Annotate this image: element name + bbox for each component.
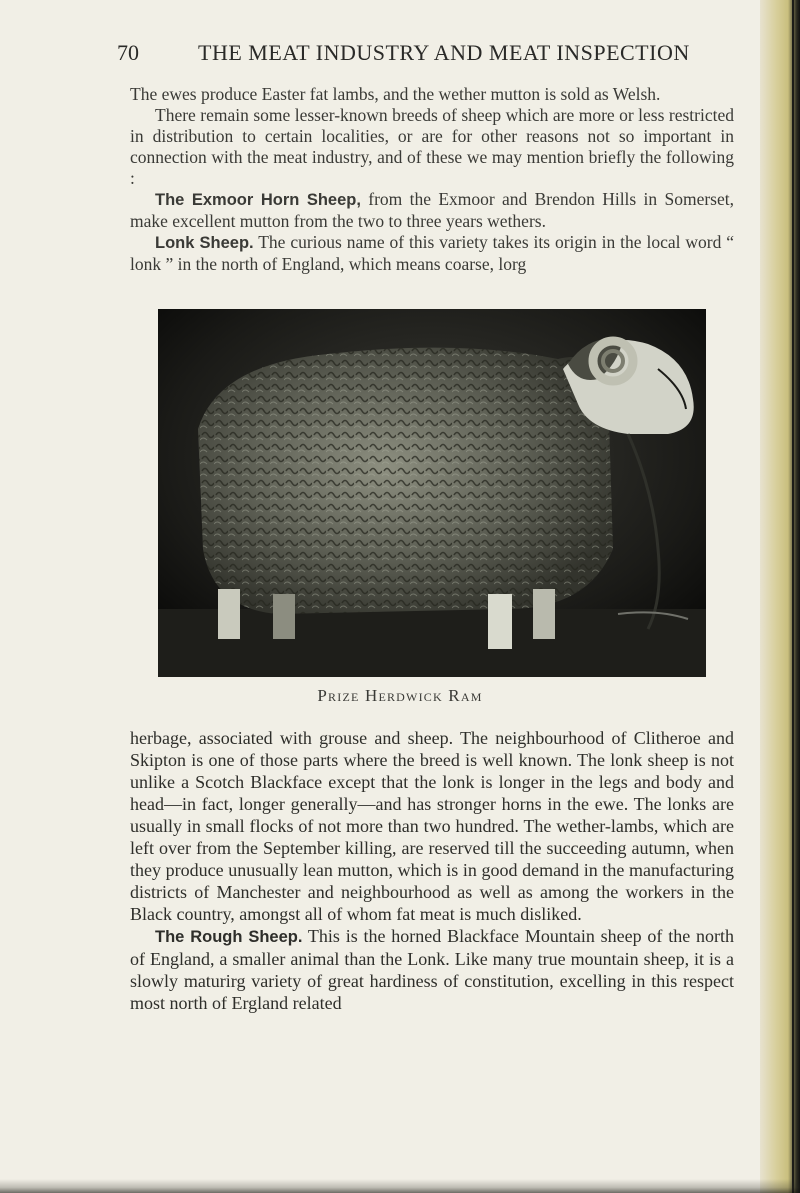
herdwick-ram-photo <box>158 309 706 677</box>
paragraph <box>130 727 734 925</box>
page-header <box>0 40 760 74</box>
page-bottom-shadow <box>0 1179 800 1193</box>
paragraph-text: The curious name of this variety takes its origin in the local word “ lonk ” in the north of England, which means coarse, lorg <box>130 232 734 274</box>
paragraph-text: This is the horned Blackface Mountain sheep of the north of England, a smaller animal than the Lonk. Like many true mountain sheep, it is a slowly maturirg variety of great hardiness of constitution, excelling in this respect most north of Ergland related <box>130 926 734 1013</box>
page-edge <box>760 0 800 1193</box>
figure-caption <box>0 686 800 706</box>
paragraph <box>130 105 734 189</box>
paragraph-rough-sheep <box>130 925 734 1014</box>
paragraph-exmoor <box>130 189 734 232</box>
page-edge-line <box>792 0 794 1193</box>
breed-heading: The Rough Sheep. <box>155 928 303 946</box>
paragraph-text: There remain some lesser-known breeds of sheep which are more or less restricted in distribution to certain localities, or are for other reasons not so important in connection with the meat industry, and of these we may mention briefly the following : <box>130 105 734 188</box>
fleece-body <box>198 348 613 614</box>
paragraph-lonk <box>130 232 734 275</box>
bottom-text <box>130 727 734 1014</box>
breed-heading: Lonk Sheep. <box>155 234 254 252</box>
paragraph-text: herbage, associated with grouse and sheep. The neighbourhood of Clitheroe and Skipton is one of those parts where the breed is well known. The lonk sheep is not unlike a Scotch Blackface except that the lonk is longer in the legs and body and head—in fact, longer generally—and has stronger horns in the ewe. The lonks are usually in small flocks of not more than two hundred. The wether-lambs, which are left over from the September killing, are reserved till the succeeding autumn, when they produce unusually lean mutton, which is in good demand in the manufacturing districts of Manchester and neighbourhood as well as among the workers in the Black country, amongst all of whom fat meat is much disliked. <box>130 728 734 924</box>
top-text <box>130 84 734 275</box>
page-number: 70 <box>117 40 139 65</box>
ram-photograph <box>158 309 706 677</box>
running-title: THE MEAT INDUSTRY AND MEAT INSPECTION <box>198 40 690 65</box>
paragraph <box>130 84 734 105</box>
breed-heading: The Exmoor Horn Sheep, <box>155 191 361 209</box>
paragraph-text: from the Exmoor and Brendon Hills in Somerset, make excellent mutton from the two to three years wethers. <box>130 189 734 231</box>
paragraph-text: The ewes produce Easter fat lambs, and the wether mutton is sold as Welsh. <box>130 84 661 104</box>
caption-text: Prize Herdwick Ram <box>317 686 483 705</box>
